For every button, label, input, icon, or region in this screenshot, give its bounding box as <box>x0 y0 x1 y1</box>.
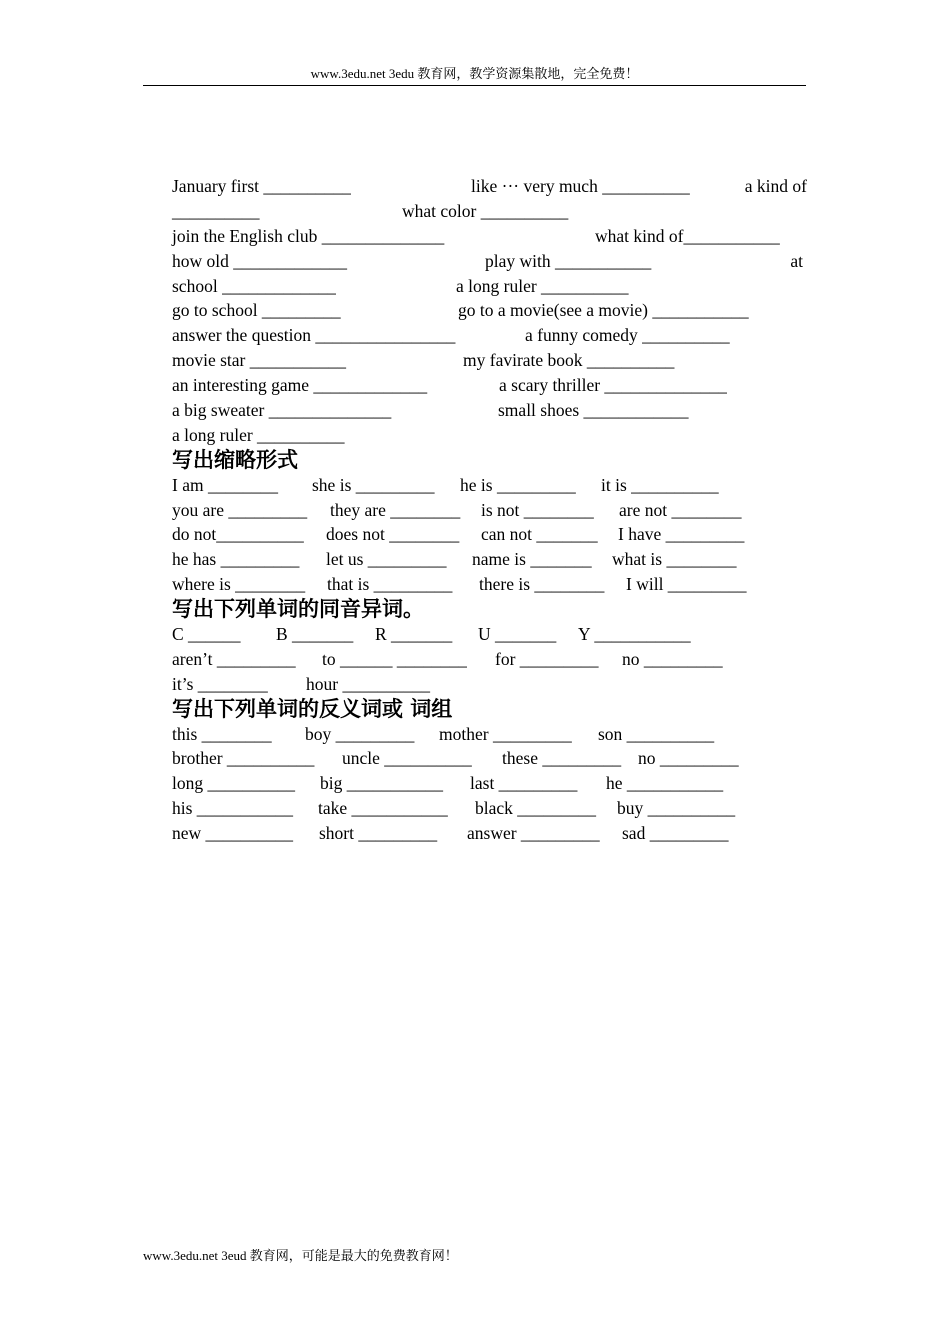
exercise-line <box>172 771 807 796</box>
exercise-item: boy _________ <box>305 723 415 744</box>
exercise-item: do not__________ <box>172 524 304 545</box>
exercise-line <box>172 647 807 672</box>
exercise-item: last _________ <box>470 773 578 794</box>
exercise-item: answer _________ <box>467 823 600 844</box>
exercise-item: where is ________ <box>172 574 306 595</box>
exercise-item: his ___________ <box>172 798 294 819</box>
exercise-item: can not _______ <box>481 524 598 545</box>
phrase-line <box>172 274 807 299</box>
exercise-item: aren’t _________ <box>172 648 296 669</box>
exercise-item: there is ________ <box>479 574 605 595</box>
phrase-item: how old _____________ <box>172 250 347 271</box>
exercise-item: B _______ <box>276 624 354 645</box>
exercise-item: new __________ <box>172 823 294 844</box>
exercise-item: mother _________ <box>439 723 572 744</box>
phrase-item: like ··· very much __________ <box>471 176 690 196</box>
phrase-item: answer the question ________________ <box>172 325 456 346</box>
exercise-item: sad _________ <box>622 823 729 844</box>
phrase-item: an interesting game _____________ <box>172 375 428 396</box>
section-heading-antonyms <box>172 697 807 722</box>
exercise-item: he has _________ <box>172 549 300 570</box>
exercise-line <box>172 672 807 697</box>
exercise-item: let us _________ <box>326 549 447 570</box>
header-rule <box>143 85 806 86</box>
phrase-line <box>172 249 807 274</box>
exercise-item: you are _________ <box>172 499 308 520</box>
exercise-item: brother __________ <box>172 748 315 769</box>
exercise-item: are not ________ <box>619 499 742 520</box>
phrase-line <box>172 323 807 348</box>
exercise-item: big ___________ <box>320 773 443 794</box>
exercise-item: I will _________ <box>626 574 747 595</box>
exercise-item: they are ________ <box>330 499 461 520</box>
page-footer: www.3edu.net 3eud 教育网，可能是最大的免费教育网！ <box>143 1248 458 1263</box>
exercise-item: C ______ <box>172 624 241 645</box>
section-heading: 写出下列单词的同音异词。 <box>172 597 424 622</box>
exercise-item: it’s ________ <box>172 673 268 694</box>
phrase-item: what kind of___________ <box>595 225 780 246</box>
exercise-line <box>172 821 807 846</box>
phrase-item: a long ruler __________ <box>172 424 345 445</box>
exercise-item: no _________ <box>638 748 739 769</box>
exercise-item: long __________ <box>172 773 295 794</box>
phrase-item: play with ___________ <box>485 250 652 271</box>
exercise-line <box>172 547 807 572</box>
exercise-item: hour __________ <box>306 673 430 694</box>
exercise-item: for _________ <box>495 648 599 669</box>
phrase-item: movie star ___________ <box>172 350 347 371</box>
exercise-item: I am ________ <box>172 474 278 495</box>
exercise-item: short _________ <box>319 823 438 844</box>
phrase-line <box>172 298 807 323</box>
exercise-item: take ___________ <box>318 798 448 819</box>
phrase-line <box>172 373 807 398</box>
page-header: www.3edu.net 3edu 教育网，教学资源集散地，完全免费！ <box>310 66 639 81</box>
phrase-item: a kind of <box>744 176 807 196</box>
exercise-line <box>172 572 807 597</box>
phrase-item: a long ruler __________ <box>456 275 629 296</box>
exercise-line <box>172 522 807 547</box>
exercise-item: he is _________ <box>460 474 576 495</box>
phrase-item: at <box>790 250 803 271</box>
phrase-line <box>172 224 807 249</box>
exercise-item: black _________ <box>475 798 597 819</box>
exercise-line <box>172 722 807 747</box>
exercise-item: is not ________ <box>481 499 594 520</box>
exercise-item: that is _________ <box>327 574 453 595</box>
exercise-line <box>172 622 807 647</box>
exercise-item: Y ___________ <box>578 624 691 645</box>
exercise-item: no _________ <box>622 648 723 669</box>
exercise-line <box>172 746 807 771</box>
exercise-item: name is _______ <box>472 549 592 570</box>
exercise-item: it is __________ <box>601 474 719 495</box>
exercise-item: he ___________ <box>606 773 724 794</box>
exercise-item: U _______ <box>478 624 557 645</box>
section-heading: 写出下列单词的反义词或 词组 <box>172 696 453 721</box>
phrase-line <box>172 398 807 423</box>
exercise-item: this ________ <box>172 723 272 744</box>
section-heading-homophones <box>172 597 807 622</box>
exercise-item: son __________ <box>598 723 715 744</box>
exercise-item: R _______ <box>375 624 453 645</box>
phrase-item: school _____________ <box>172 275 336 296</box>
exercise-line <box>172 498 807 523</box>
phrase-item: go to a movie(see a movie) ___________ <box>458 300 749 321</box>
exercise-item: to ______ ________ <box>322 648 467 669</box>
phrase-item: what color __________ <box>402 200 569 221</box>
phrase-item: a funny comedy __________ <box>525 325 730 346</box>
exercise-item: I have _________ <box>618 524 745 545</box>
phrase-line <box>172 348 807 373</box>
exercise-item: she is _________ <box>312 474 435 495</box>
exercise-item: does not ________ <box>326 524 460 545</box>
section-heading: 写出缩略形式 <box>172 447 298 472</box>
exercise-line <box>172 473 807 498</box>
exercise-item: buy __________ <box>617 798 736 819</box>
phrase-line <box>172 174 807 199</box>
exercise-item: these _________ <box>502 748 622 769</box>
worksheet-content <box>172 174 807 846</box>
phrase-item: my favirate book __________ <box>463 350 675 371</box>
exercise-item: uncle __________ <box>342 748 472 769</box>
phrase-item: join the English club ______________ <box>172 225 445 246</box>
phrase-item: January first __________ <box>172 176 351 196</box>
phrase-line <box>172 199 807 224</box>
section-heading-contractions <box>172 448 807 473</box>
phrase-item: __________ <box>172 200 260 221</box>
exercise-line <box>172 796 807 821</box>
phrase-item: small shoes ____________ <box>498 400 689 421</box>
phrase-line <box>172 423 807 448</box>
phrase-item: a big sweater ______________ <box>172 400 392 421</box>
phrase-item: a scary thriller ______________ <box>499 375 727 396</box>
phrase-item: go to school _________ <box>172 300 341 321</box>
exercise-item: what is ________ <box>612 549 737 570</box>
